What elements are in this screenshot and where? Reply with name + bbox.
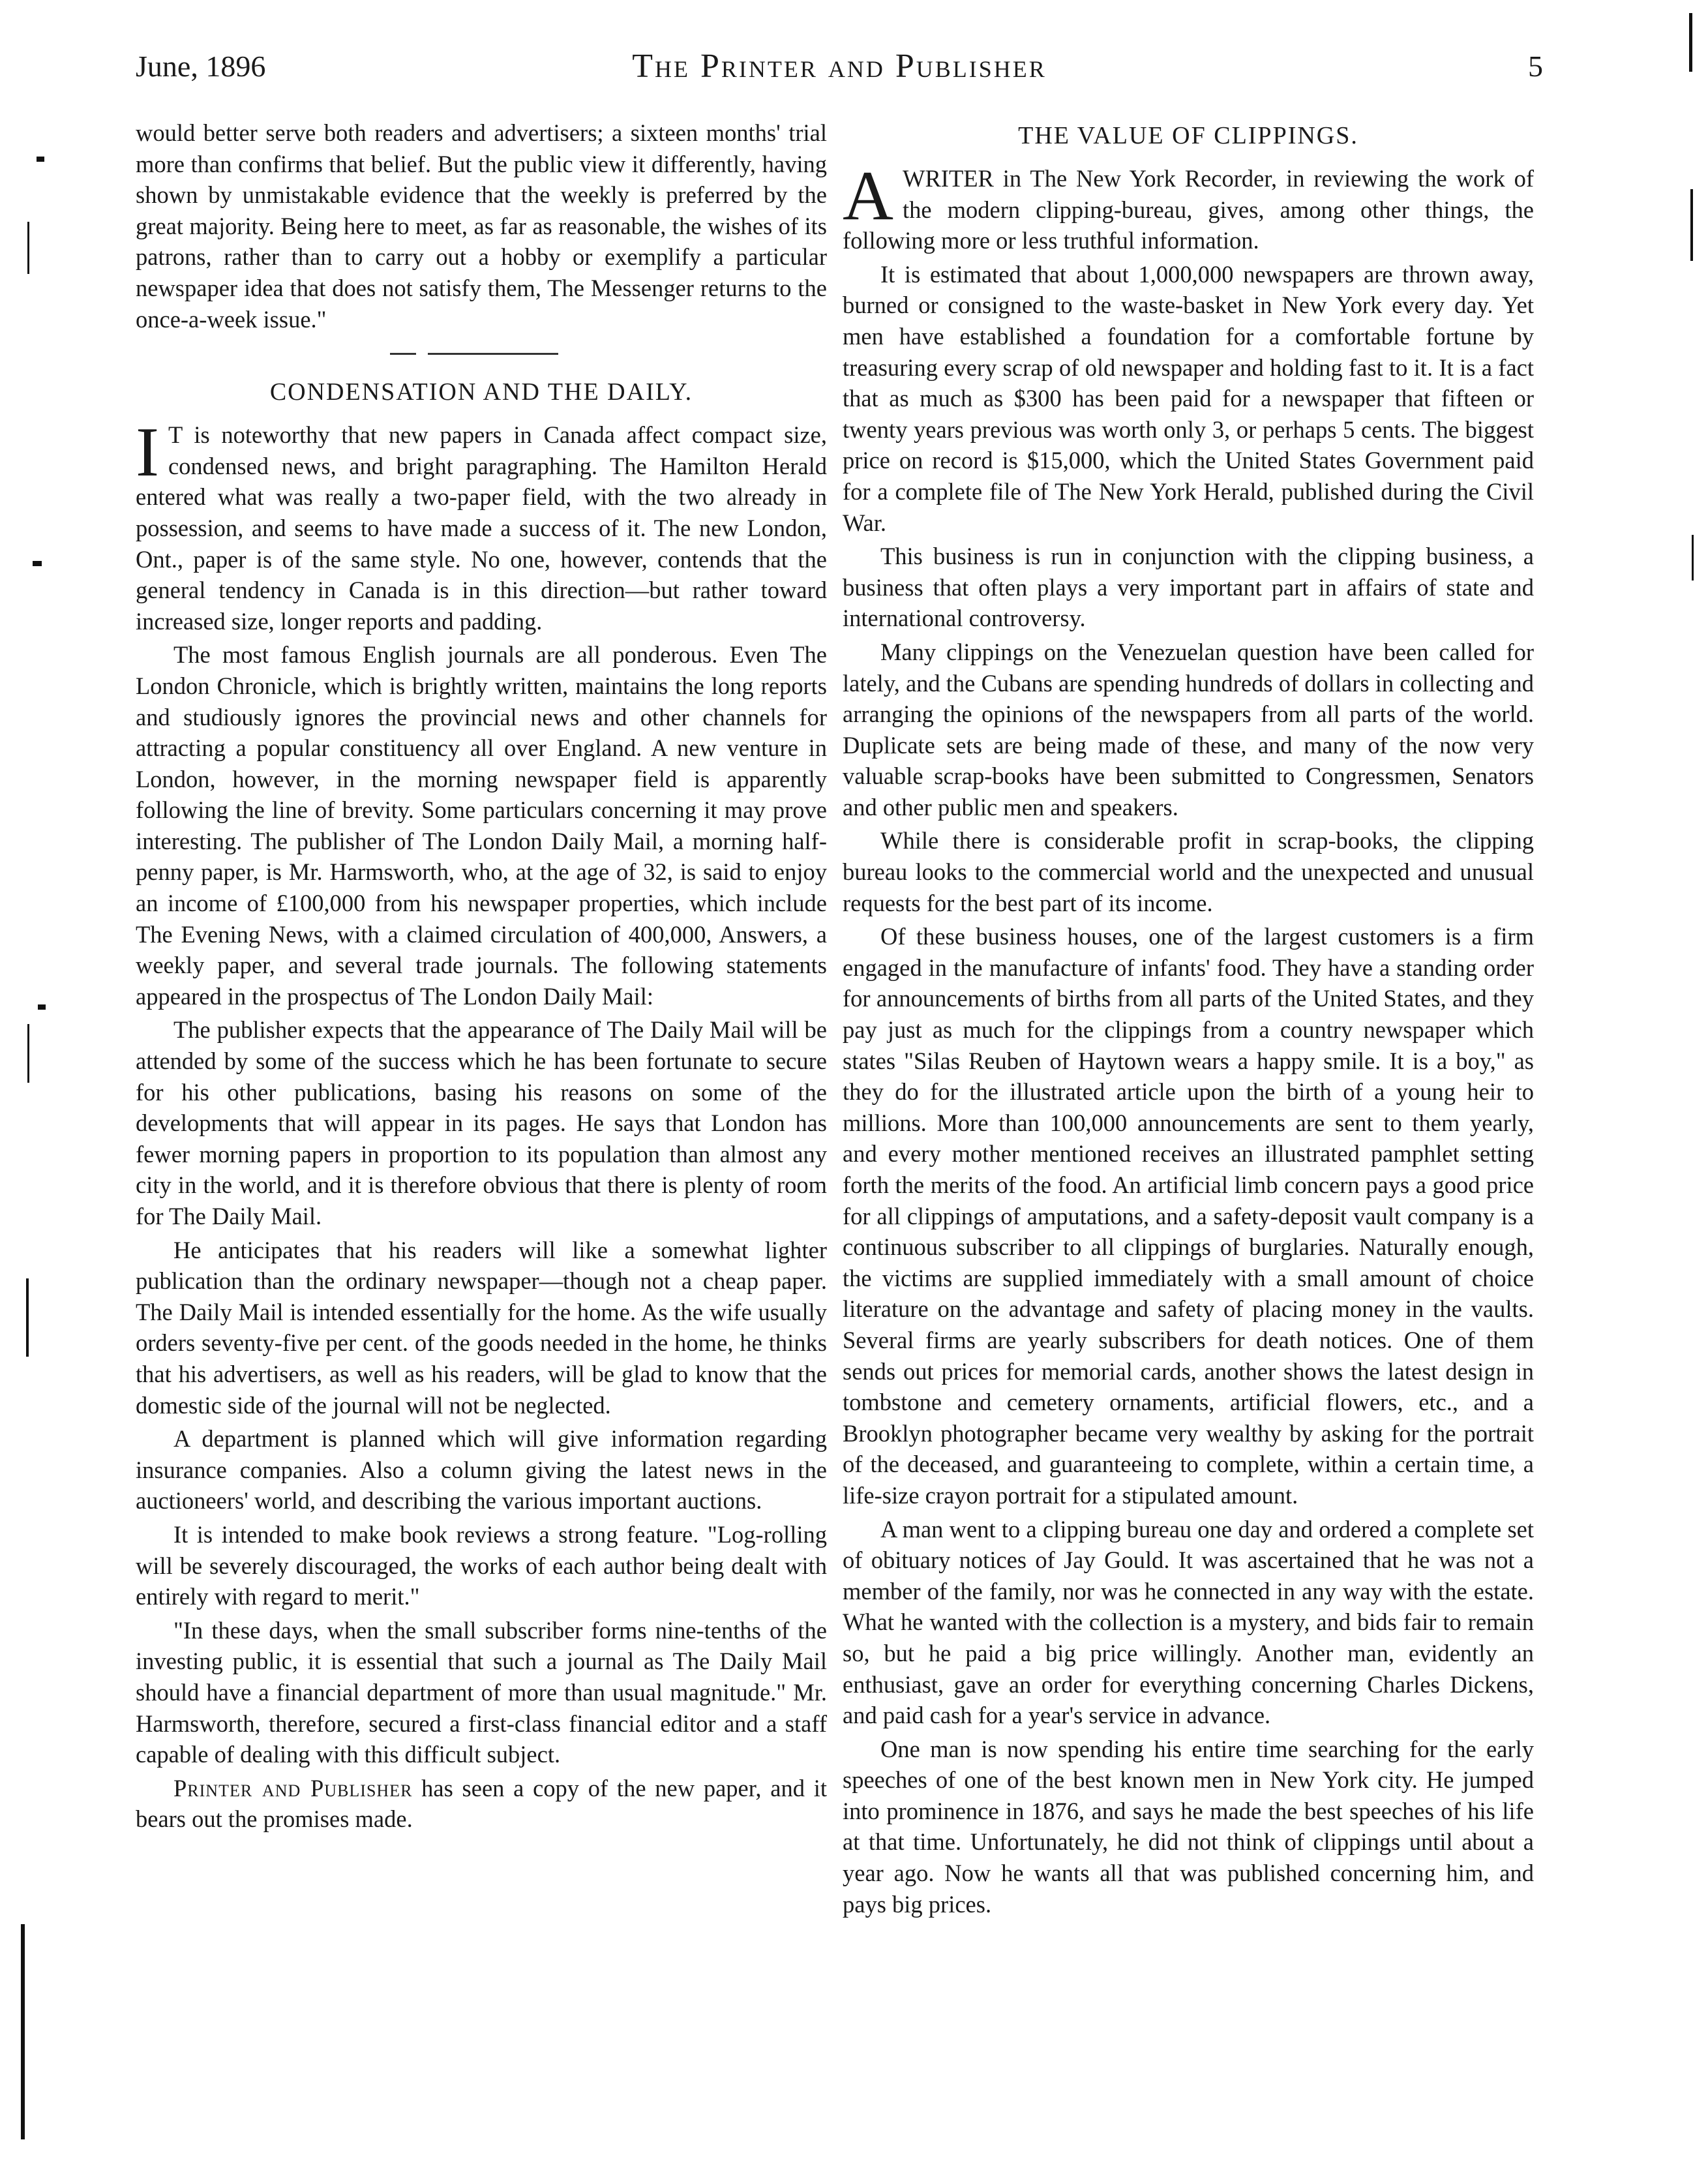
article-paragraph: "In these days, when the small subscriber forms nine-tenths of the investing public, it is essential that such a journal as The Daily Mail should have a financial department of more than usual magnitude." Mr. Harmsworth, therefore, secured a first-class financial editor and a staff capable of dealing with this difficult subject. [136,1616,827,1768]
article-paragraph: The most famous English journals are all ponderous. Even The London Chronicle, which is brightly written, maintains the long reports and studiously ignores the provincial news and other channels for attracting a popular constituency all over England. A new venture in London, however, in the morning newspaper field is apparently following the line of brevity. Some particulars concerning it may prove interesting. The publisher of The London Daily Mail, a morning half-penny paper, is Mr. Harmsworth, who, at the age of 32, is said to enjoy an income of £100,000 from his newspaper properties, which include The Evening News, with a claimed circulation of 400,000, Answers, a weekly paper, and several trade journals. The following statements appeared in the prospectus of The London Daily Mail: [136,641,827,1010]
scan-mark [33,561,42,566]
paragraph-text: T is noteworthy that new papers in Canada affect compact size, condensed news, and bright paragraphing. The Hamilton Herald entered what was really a two-paper field, with the two already in possession, and seems to have made a success of it. The new London, Ont., paper is of the same style. No one, however, contends that the general tendency in Canada is in this direction—but rather toward increased size, longer reports and padding. [136,421,827,635]
scan-mark [1692,535,1694,581]
paragraph-text: WRITER in The New York Recorder, in reviewing the work of the modern clipping-bureau, gives, among other things, the following more or less truthful information. [843,165,1534,254]
left-column [136,117,827,1835]
article-paragraph: A man went to a clipping bureau one day and ordered a complete set of obituary notices of Jay Gould. It was ascertained that he was not a member of the family, nor was he connected in any way with the estate. What he wanted with the collection is a mystery, and bids fair to remain so, but he paid a big price willingly. Another man, evidently an enthusiast, gave an order for everything concerning Charles Dickens, and paid cash for a year's service in advance. [843,1515,1534,1729]
article-heading-clippings: THE VALUE OF CLIPPINGS. [1018,122,1358,149]
page-number: 5 [1528,50,1543,83]
article-paragraph: A department is planned which will give information regarding insurance companies. Also a column giving the latest news in the auctioneers' world, and describing the various important auctions. [136,1425,827,1515]
scan-mark [26,1278,29,1357]
article-paragraph: Many clippings on the Venezuelan question have been called for lately, and the Cubans are spending hundreds of dollars in collecting and arranging the opinions of the newspapers from all parts of the world. Duplicate sets are being made of these, and many of the now very valuable scrap-books have been submitted to Congressmen, Senators and other public men and speakers. [843,638,1534,821]
publication-name-smallcaps: Printer and Publisher [173,1774,413,1802]
scan-mark [1690,189,1693,261]
page-header [136,40,1543,93]
article-paragraph: While there is considerable profit in scrap-books, the clipping bureau looks to the commercial world and the unexpected and unusual requests for the best part of its income. [843,827,1534,916]
issue-date: June, 1896 [136,50,266,83]
divider-long-rule [428,353,558,355]
scan-mark [27,222,29,274]
article-paragraph: Of these business houses, one of the largest customers is a firm engaged in the manufacture of infants' food. They have a standing order for announcements of births from all parts of the United States, and they pay just as much for the clippings from a country newspaper which states "Silas Reuben of Haytown wears a happy smile. It is a boy," as they do for the illustrated article upon the birth of a young heir to millions. More than 100,000 announcements are sent to them yearly, and every mother mentioned receives an illustrated pamphlet setting forth the merits of the food. An artificial limb concern pays a good price for all clippings of amputations, and a safety-deposit vault company is a continuous subscriber to all clippings of burglaries. Naturally enough, the victims are supplied immediately with a small amount of choice literature on the advantage and safety of placing money in the vaults. Several firms are yearly subscribers for death notices. One of them sends out prices for memorial cards, another shows the latest design in tombstone and cemetery ornaments, artificial flowers, etc., and a Brooklyn photographer became very wealthy by asking for the portrait of the deceased, and guaranteeing to complete, within a certain time, a life-size crayon portrait for a stipulated amount. [843,923,1534,1509]
paragraph-text: has seen a copy of the new paper, and it bears out the promises made. [136,1774,827,1833]
article-paragraph [136,1773,827,1835]
scan-mark [38,1004,46,1010]
article-paragraph: The publisher expects that the appearance of The Daily Mail will be attended by some of the success which he has been fortunate to secure for his other publications, basing his reasons on some of the developments that will appear in its pages. He says that London has fewer morning papers in proportion to its population than almost any city in the world, and it is therefore obvious that there is plenty of room for The Daily Mail. [136,1016,827,1229]
article-paragraph [136,414,827,637]
article-paragraph [843,157,1534,256]
article-paragraph: This business is run in conjunction with the clipping business, a business that often plays a very important part in affairs of state and international controversy. [843,543,1534,632]
scan-mark [37,157,44,162]
article-paragraph: It is estimated that about 1,000,000 newspapers are thrown away, burned or consigned to the waste-basket in New York every day. Yet men have established a foundation for a comfortable fortune by treasuring every scrap of old newspaper and holding fast to it. It is a fact that as much as $300 has been paid for a newspaper that fifteen or twenty years previous was worth only 3, or perhaps 5 cents. The biggest price on record is $15,000, which the United States Government paid for a complete file of The New York Herald, published during the Civil War. [843,260,1534,536]
publication-title: The Printer and Publisher [632,48,1047,85]
drop-cap: I [136,414,159,492]
article-paragraph: It is intended to make book reviews a strong feature. "Log-rolling will be severely discouraged, the works of each author being dealt with entirely with regard to merit." [136,1520,827,1610]
continued-paragraph: would better serve both readers and advertisers; a sixteen months' trial more than confirms that belief. But the public view it differently, having shown by unmistakable evidence that the weekly is preferred by the great majority. Being here to meet, as far as reasonable, the wishes of its patrons, rather than to carry out a hobby or exemplify a particular newspaper idea that does not satisfy them, The Messenger returns to the once-a-week issue." [136,119,827,333]
article-paragraph: One man is now spending his entire time searching for the early speeches of one of the best known men in New York city. He jumped into prominence in 1876, and says he made the best speeches of his life at that time. Unfortunately, he did not think of clippings until about a year ago. Now he wants all that was published concerning him, and pays big prices. [843,1735,1534,1918]
article-paragraph: He anticipates that his readers will like a somewhat lighter publication than the ordinary newspaper—though not a cheap paper. The Daily Mail is intended essentially for the home. As the wife usually orders seventy-five per cent. of the goods needed in the home, he thinks that his advertisers, as well as his readers, will be glad to know that the domestic side of the journal will not be neglected. [136,1236,827,1419]
section-divider [136,335,827,374]
right-column [843,117,1534,1920]
divider-short-rule [390,353,416,355]
drop-cap: A [843,157,893,235]
article-heading-condensation: CONDENSATION AND THE DAILY. [269,378,693,406]
scan-mark [1689,13,1692,72]
scan-mark [27,1024,29,1083]
scan-mark [21,1924,25,2139]
